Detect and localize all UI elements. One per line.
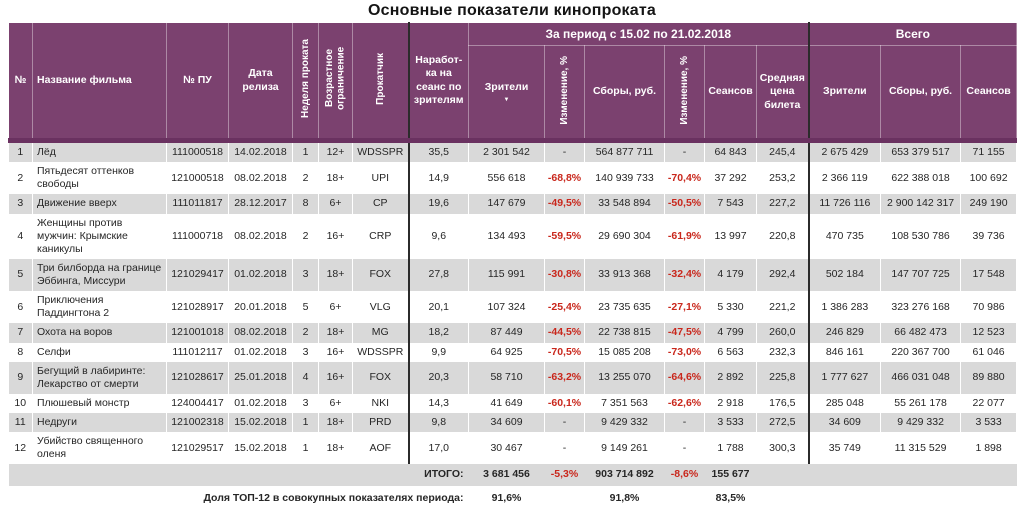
- col-header-release-date: Дата релиза: [229, 23, 293, 141]
- viewers-cell: 34 609: [469, 413, 545, 432]
- total-sessions-cell: 1 898: [961, 432, 1017, 464]
- change-viewers-cell: -70,5%: [545, 343, 585, 362]
- col-header-num: №: [9, 23, 33, 141]
- pu-cell: 121028617: [167, 362, 229, 394]
- sessions-cell: 4 179: [705, 259, 757, 291]
- age-rating-cell: 16+: [319, 214, 353, 259]
- sessions-cell: 3 533: [705, 413, 757, 432]
- week-cell: 3: [293, 259, 319, 291]
- pu-cell: 121029517: [167, 432, 229, 464]
- film-title-cell: Бегущий в лабиринте: Лекарство от смерти: [33, 362, 167, 394]
- age-rating-cell: 18+: [319, 413, 353, 432]
- per-session-cell: 19,6: [409, 194, 469, 213]
- distributor-cell: NKI: [353, 394, 409, 413]
- rank-cell: 5: [9, 259, 33, 291]
- rank-cell: 7: [9, 323, 33, 342]
- total-viewers-cell: 1 777 627: [809, 362, 881, 394]
- total-box-office-cell: 653 379 517: [881, 141, 961, 163]
- week-cell: 4: [293, 362, 319, 394]
- per-session-cell: 20,3: [409, 362, 469, 394]
- avg-ticket-cell: 225,8: [757, 362, 809, 394]
- week-cell: 1: [293, 141, 319, 163]
- viewers-cell: 30 467: [469, 432, 545, 464]
- release-date-cell: 08.02.2018: [229, 214, 293, 259]
- change-box-cell: -: [665, 141, 705, 163]
- film-title-cell: Лёд: [33, 141, 167, 163]
- change-box-cell: -: [665, 413, 705, 432]
- per-session-cell: 17,0: [409, 432, 469, 464]
- box-office-cell: 23 735 635: [585, 291, 665, 323]
- film-title-cell: Охота на воров: [33, 323, 167, 342]
- total-box-office-cell: 108 530 786: [881, 214, 961, 259]
- total-sessions-cell: 249 190: [961, 194, 1017, 213]
- total-box-office-cell: 9 429 332: [881, 413, 961, 432]
- viewers-cell: 87 449: [469, 323, 545, 342]
- totals-empty: [757, 464, 1017, 485]
- avg-ticket-cell: 260,0: [757, 323, 809, 342]
- film-row: [9, 323, 1017, 342]
- age-rating-cell: 6+: [319, 394, 353, 413]
- totals-change-box: -8,6%: [665, 464, 705, 485]
- per-session-cell: 18,2: [409, 323, 469, 342]
- week-cell: 1: [293, 413, 319, 432]
- week-cell: 1: [293, 432, 319, 464]
- pu-cell: 121028917: [167, 291, 229, 323]
- release-date-cell: 15.02.2018: [229, 413, 293, 432]
- change-viewers-cell: -68,8%: [545, 162, 585, 194]
- change-box-cell: -61,9%: [665, 214, 705, 259]
- viewers-cell: 134 493: [469, 214, 545, 259]
- total-sessions-cell: 61 046: [961, 343, 1017, 362]
- per-session-cell: 9,8: [409, 413, 469, 432]
- film-row: [9, 162, 1017, 194]
- total-sessions-cell: 17 548: [961, 259, 1017, 291]
- total-sessions-cell: 22 077: [961, 394, 1017, 413]
- age-rating-cell: 18+: [319, 323, 353, 342]
- box-office-cell: 9 429 332: [585, 413, 665, 432]
- change-viewers-cell: -25,4%: [545, 291, 585, 323]
- sessions-cell: 64 843: [705, 141, 757, 163]
- avg-ticket-cell: 221,2: [757, 291, 809, 323]
- viewers-cell: 147 679: [469, 194, 545, 213]
- col-header-distributor: Прокатчик: [353, 23, 409, 141]
- film-row: [9, 394, 1017, 413]
- change-box-cell: -: [665, 432, 705, 464]
- change-viewers-cell: -: [545, 141, 585, 163]
- total-box-office-cell: 622 388 018: [881, 162, 961, 194]
- total-viewers-cell: 246 829: [809, 323, 881, 342]
- distributor-cell: CRP: [353, 214, 409, 259]
- box-office-cell: 7 351 563: [585, 394, 665, 413]
- release-date-cell: 01.02.2018: [229, 394, 293, 413]
- share-viewers: 91,6%: [469, 486, 545, 507]
- release-date-cell: 08.02.2018: [229, 162, 293, 194]
- pu-cell: 121000518: [167, 162, 229, 194]
- rank-cell: 4: [9, 214, 33, 259]
- share-sessions: 83,5%: [705, 486, 757, 507]
- change-viewers-cell: -49,5%: [545, 194, 585, 213]
- col-header-age: Возрастное ограничение: [319, 23, 353, 141]
- sessions-cell: 37 292: [705, 162, 757, 194]
- week-cell: 2: [293, 323, 319, 342]
- distributor-cell: AOF: [353, 432, 409, 464]
- total-viewers-cell: 11 726 116: [809, 194, 881, 213]
- sessions-cell: 2 892: [705, 362, 757, 394]
- total-sessions-cell: 70 986: [961, 291, 1017, 323]
- totals-viewers: 3 681 456: [469, 464, 545, 485]
- box-office-cell: 15 085 208: [585, 343, 665, 362]
- release-date-cell: 28.12.2017: [229, 194, 293, 213]
- col-header-per-session: Наработ-ка на сеанс по зрителям: [409, 23, 469, 141]
- film-title-cell: Пятьдесят оттенков свободы: [33, 162, 167, 194]
- pu-cell: 121001018: [167, 323, 229, 342]
- rank-cell: 10: [9, 394, 33, 413]
- col-header-change-viewers: Изменение, %: [545, 46, 585, 141]
- release-date-cell: 15.02.2018: [229, 432, 293, 464]
- pu-cell: 111000518: [167, 141, 229, 163]
- box-office-cell: 13 255 070: [585, 362, 665, 394]
- distributor-cell: WDSSPR: [353, 343, 409, 362]
- rank-cell: 8: [9, 343, 33, 362]
- total-viewers-cell: 470 735: [809, 214, 881, 259]
- distributor-cell: UPI: [353, 162, 409, 194]
- per-session-cell: 35,5: [409, 141, 469, 163]
- release-date-cell: 20.01.2018: [229, 291, 293, 323]
- box-office-cell: 33 548 894: [585, 194, 665, 213]
- distributor-cell: PRD: [353, 413, 409, 432]
- film-title-cell: Селфи: [33, 343, 167, 362]
- distributor-cell: FOX: [353, 362, 409, 394]
- avg-ticket-cell: 253,2: [757, 162, 809, 194]
- avg-ticket-cell: 292,4: [757, 259, 809, 291]
- box-office-cell: 140 939 733: [585, 162, 665, 194]
- col-header-week: Неделя проката: [293, 23, 319, 141]
- film-title-cell: Три билборда на границе Эббинга, Миссури: [33, 259, 167, 291]
- week-cell: 3: [293, 394, 319, 413]
- sessions-cell: 13 997: [705, 214, 757, 259]
- total-sessions-cell: 39 736: [961, 214, 1017, 259]
- total-box-office-cell: 55 261 178: [881, 394, 961, 413]
- total-sessions-cell: 3 533: [961, 413, 1017, 432]
- total-box-office-cell: 11 315 529: [881, 432, 961, 464]
- total-viewers-cell: 2 675 429: [809, 141, 881, 163]
- film-row: [9, 291, 1017, 323]
- pu-cell: 124004417: [167, 394, 229, 413]
- box-office-cell: 564 877 711: [585, 141, 665, 163]
- change-box-cell: -62,6%: [665, 394, 705, 413]
- film-row: [9, 141, 1017, 163]
- total-sessions-cell: 100 692: [961, 162, 1017, 194]
- change-box-cell: -27,1%: [665, 291, 705, 323]
- total-box-office-cell: 323 276 168: [881, 291, 961, 323]
- film-row: [9, 413, 1017, 432]
- change-viewers-cell: -: [545, 413, 585, 432]
- col-header-total-box-office: Сборы, руб.: [881, 46, 961, 141]
- pu-cell: 121002318: [167, 413, 229, 432]
- age-rating-cell: 16+: [319, 343, 353, 362]
- distributor-cell: CP: [353, 194, 409, 213]
- rank-cell: 3: [9, 194, 33, 213]
- group-header-total: Всего: [809, 23, 1017, 46]
- viewers-cell: 107 324: [469, 291, 545, 323]
- film-row: [9, 343, 1017, 362]
- totals-row: [9, 464, 1017, 485]
- col-header-change-box: Изменение, %: [665, 46, 705, 141]
- sessions-cell: 7 543: [705, 194, 757, 213]
- pu-cell: 111000718: [167, 214, 229, 259]
- total-box-office-cell: 220 367 700: [881, 343, 961, 362]
- age-rating-cell: 12+: [319, 141, 353, 163]
- page-title: Основные показатели кинопроката: [368, 2, 656, 19]
- film-row: [9, 362, 1017, 394]
- release-date-cell: 08.02.2018: [229, 323, 293, 342]
- totals-label: ИТОГО:: [9, 464, 469, 485]
- box-office-cell: 33 913 368: [585, 259, 665, 291]
- col-header-avg-ticket: Средняя цена билета: [757, 46, 809, 141]
- film-title-cell: Женщины против мужчин: Крымские каникулы: [33, 214, 167, 259]
- avg-ticket-cell: 272,5: [757, 413, 809, 432]
- per-session-cell: 14,3: [409, 394, 469, 413]
- change-box-cell: -50,5%: [665, 194, 705, 213]
- group-header-period: За период с 15.02 по 21.02.2018: [469, 23, 809, 46]
- film-row: [9, 194, 1017, 213]
- avg-ticket-cell: 220,8: [757, 214, 809, 259]
- sessions-cell: 5 330: [705, 291, 757, 323]
- share-row: [9, 486, 1017, 507]
- col-header-total-viewers: Зрители: [809, 46, 881, 141]
- viewers-cell: 58 710: [469, 362, 545, 394]
- per-session-cell: 27,8: [409, 259, 469, 291]
- week-cell: 8: [293, 194, 319, 213]
- box-office-cell: 29 690 304: [585, 214, 665, 259]
- release-date-cell: 25.01.2018: [229, 362, 293, 394]
- release-date-cell: 14.02.2018: [229, 141, 293, 163]
- total-viewers-cell: 846 161: [809, 343, 881, 362]
- film-title-cell: Убийство священного оленя: [33, 432, 167, 464]
- total-viewers-cell: 285 048: [809, 394, 881, 413]
- film-title-cell: Движение вверх: [33, 194, 167, 213]
- share-label: Доля ТОП-12 в совокупных показателях периода:: [9, 486, 469, 507]
- distributor-cell: FOX: [353, 259, 409, 291]
- distributor-cell: WDSSPR: [353, 141, 409, 163]
- rank-cell: 12: [9, 432, 33, 464]
- viewers-cell: 2 301 542: [469, 141, 545, 163]
- age-rating-cell: 18+: [319, 259, 353, 291]
- change-box-cell: -64,6%: [665, 362, 705, 394]
- viewers-cell: 41 649: [469, 394, 545, 413]
- rank-cell: 9: [9, 362, 33, 394]
- avg-ticket-cell: 300,3: [757, 432, 809, 464]
- share-box-office: 91,8%: [585, 486, 665, 507]
- release-date-cell: 01.02.2018: [229, 343, 293, 362]
- col-header-pu: № ПУ: [167, 23, 229, 141]
- pu-cell: 111011817: [167, 194, 229, 213]
- week-cell: 5: [293, 291, 319, 323]
- rank-cell: 6: [9, 291, 33, 323]
- avg-ticket-cell: 232,3: [757, 343, 809, 362]
- change-viewers-cell: -60,1%: [545, 394, 585, 413]
- pu-cell: 121029417: [167, 259, 229, 291]
- change-box-cell: -47,5%: [665, 323, 705, 342]
- film-row: [9, 259, 1017, 291]
- box-office-table-wrapper: [8, 22, 1016, 507]
- rank-cell: 1: [9, 141, 33, 163]
- week-cell: 2: [293, 162, 319, 194]
- box-office-cell: 9 149 261: [585, 432, 665, 464]
- film-title-cell: Приключения Паддингтона 2: [33, 291, 167, 323]
- per-session-cell: 9,9: [409, 343, 469, 362]
- film-title-cell: Плюшевый монстр: [33, 394, 167, 413]
- total-sessions-cell: 89 880: [961, 362, 1017, 394]
- film-row: [9, 214, 1017, 259]
- table-body: [9, 141, 1017, 465]
- viewers-cell: 556 618: [469, 162, 545, 194]
- pu-cell: 111012117: [167, 343, 229, 362]
- per-session-cell: 9,6: [409, 214, 469, 259]
- age-rating-cell: 18+: [319, 162, 353, 194]
- col-header-sessions: Сеансов: [705, 46, 757, 141]
- total-box-office-cell: 2 900 142 317: [881, 194, 961, 213]
- age-rating-cell: 18+: [319, 432, 353, 464]
- box-office-table: [8, 22, 1017, 507]
- week-cell: 3: [293, 343, 319, 362]
- avg-ticket-cell: 227,2: [757, 194, 809, 213]
- total-sessions-cell: 12 523: [961, 323, 1017, 342]
- total-viewers-cell: 34 609: [809, 413, 881, 432]
- week-cell: 2: [293, 214, 319, 259]
- col-header-film: Название фильма: [33, 23, 167, 141]
- sort-desc-icon: ▼: [503, 96, 510, 103]
- col-header-box-office: Сборы, руб.: [585, 46, 665, 141]
- table-header: [9, 23, 1017, 141]
- col-header-viewers: Зрители ▼: [469, 46, 545, 141]
- total-box-office-cell: 66 482 473: [881, 323, 961, 342]
- avg-ticket-cell: 245,4: [757, 141, 809, 163]
- age-rating-cell: 16+: [319, 362, 353, 394]
- per-session-cell: 20,1: [409, 291, 469, 323]
- sessions-cell: 1 788: [705, 432, 757, 464]
- total-box-office-cell: 466 031 048: [881, 362, 961, 394]
- table-footer: [9, 464, 1017, 506]
- viewers-cell: 64 925: [469, 343, 545, 362]
- total-viewers-cell: 2 366 119: [809, 162, 881, 194]
- box-office-cell: 22 738 815: [585, 323, 665, 342]
- sessions-cell: 4 799: [705, 323, 757, 342]
- total-box-office-cell: 147 707 725: [881, 259, 961, 291]
- change-box-cell: -73,0%: [665, 343, 705, 362]
- change-viewers-cell: -44,5%: [545, 323, 585, 342]
- change-box-cell: -70,4%: [665, 162, 705, 194]
- distributor-cell: VLG: [353, 291, 409, 323]
- sessions-cell: 2 918: [705, 394, 757, 413]
- total-viewers-cell: 35 749: [809, 432, 881, 464]
- totals-box-office: 903 714 892: [585, 464, 665, 485]
- avg-ticket-cell: 176,5: [757, 394, 809, 413]
- film-row: [9, 432, 1017, 464]
- sessions-cell: 6 563: [705, 343, 757, 362]
- total-sessions-cell: 71 155: [961, 141, 1017, 163]
- release-date-cell: 01.02.2018: [229, 259, 293, 291]
- totals-sessions: 155 677: [705, 464, 757, 485]
- change-viewers-cell: -30,8%: [545, 259, 585, 291]
- change-viewers-cell: -: [545, 432, 585, 464]
- totals-change-viewers: -5,3%: [545, 464, 585, 485]
- age-rating-cell: 6+: [319, 291, 353, 323]
- change-box-cell: -32,4%: [665, 259, 705, 291]
- header-group-row: [9, 23, 1017, 46]
- change-viewers-cell: -63,2%: [545, 362, 585, 394]
- change-viewers-cell: -59,5%: [545, 214, 585, 259]
- col-header-total-sessions: Сеансов: [961, 46, 1017, 141]
- total-viewers-cell: 502 184: [809, 259, 881, 291]
- distributor-cell: MG: [353, 323, 409, 342]
- film-title-cell: Недруги: [33, 413, 167, 432]
- rank-cell: 11: [9, 413, 33, 432]
- viewers-cell: 115 991: [469, 259, 545, 291]
- age-rating-cell: 6+: [319, 194, 353, 213]
- rank-cell: 2: [9, 162, 33, 194]
- per-session-cell: 14,9: [409, 162, 469, 194]
- total-viewers-cell: 1 386 283: [809, 291, 881, 323]
